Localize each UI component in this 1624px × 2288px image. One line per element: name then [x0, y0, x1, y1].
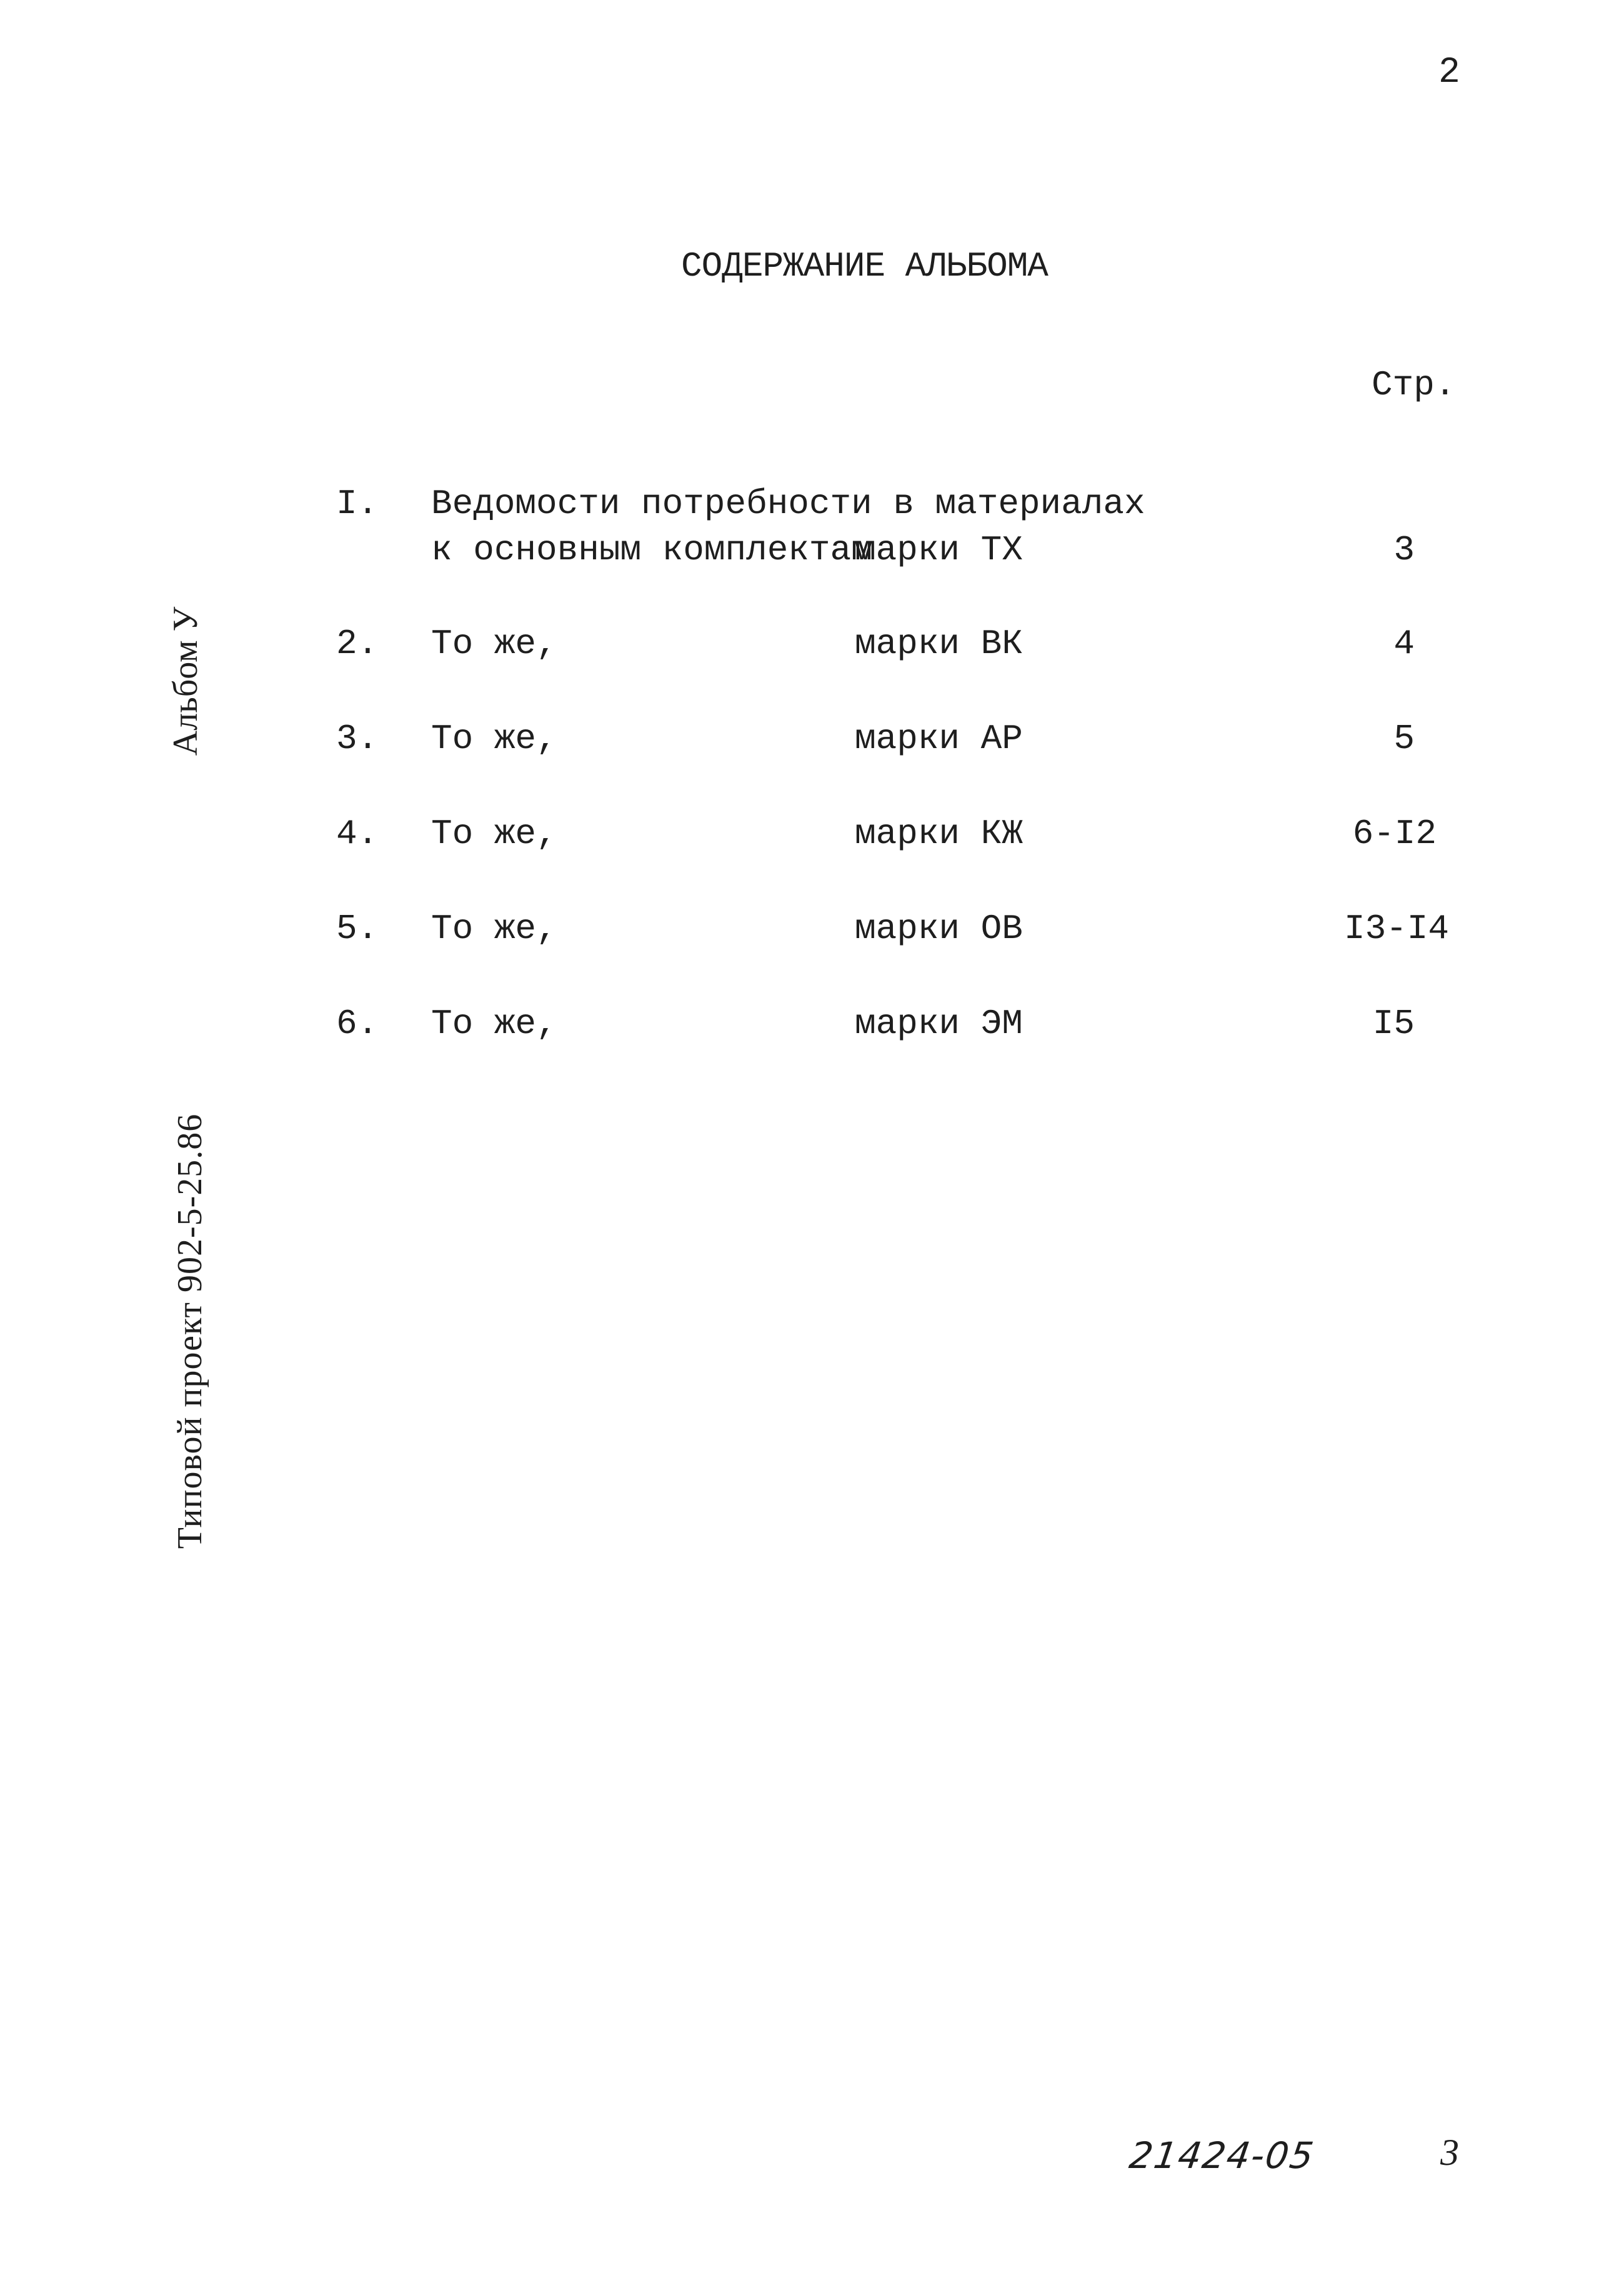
entry-text: То же,	[431, 909, 557, 949]
entry-mark: марки ВК	[855, 624, 1023, 664]
entry-page: I3-I4	[1343, 909, 1449, 949]
entry-number: 6.	[336, 1004, 379, 1044]
page-column-header: Стр.	[1372, 365, 1456, 405]
entry-text: То же,	[431, 719, 557, 759]
handwritten-doc-code: 21424-05	[1127, 2134, 1318, 2177]
entry-page: I5	[1372, 1004, 1415, 1044]
entry-text-line1: Ведомости потребности в материалах	[431, 484, 1145, 524]
entry-mark: марки ТХ	[855, 530, 1023, 570]
entry-number: 4.	[336, 814, 379, 854]
entry-text: То же,	[431, 1004, 557, 1044]
entry-page: 6-I2	[1352, 814, 1437, 854]
page-number: 2	[1438, 52, 1460, 93]
entry-text: То же,	[431, 624, 557, 664]
entry-number: 5.	[336, 909, 379, 949]
side-label-project: Типовой проект 902-5-25.86	[171, 1113, 209, 1549]
entry-mark: марки ЭМ	[855, 1004, 1023, 1044]
side-label-album: Альбом У	[166, 606, 205, 756]
entry-number: I.	[336, 484, 379, 524]
entry-page: 5	[1393, 719, 1415, 759]
entry-page: 4	[1393, 624, 1415, 664]
entry-text: То же,	[431, 814, 557, 854]
entry-text-line2: к основным комплектам	[431, 530, 872, 570]
entry-number: 2.	[336, 624, 379, 664]
entry-mark: марки ОВ	[855, 909, 1023, 949]
entry-page: 3	[1393, 530, 1415, 570]
entry-mark: марки КЖ	[855, 814, 1023, 854]
document-title: СОДЕРЖАНИЕ АЛЬБОМА	[681, 246, 1048, 286]
entry-number: 3.	[336, 719, 379, 759]
entry-mark: марки АР	[855, 719, 1023, 759]
handwritten-sheet-number: 3	[1440, 2132, 1459, 2173]
